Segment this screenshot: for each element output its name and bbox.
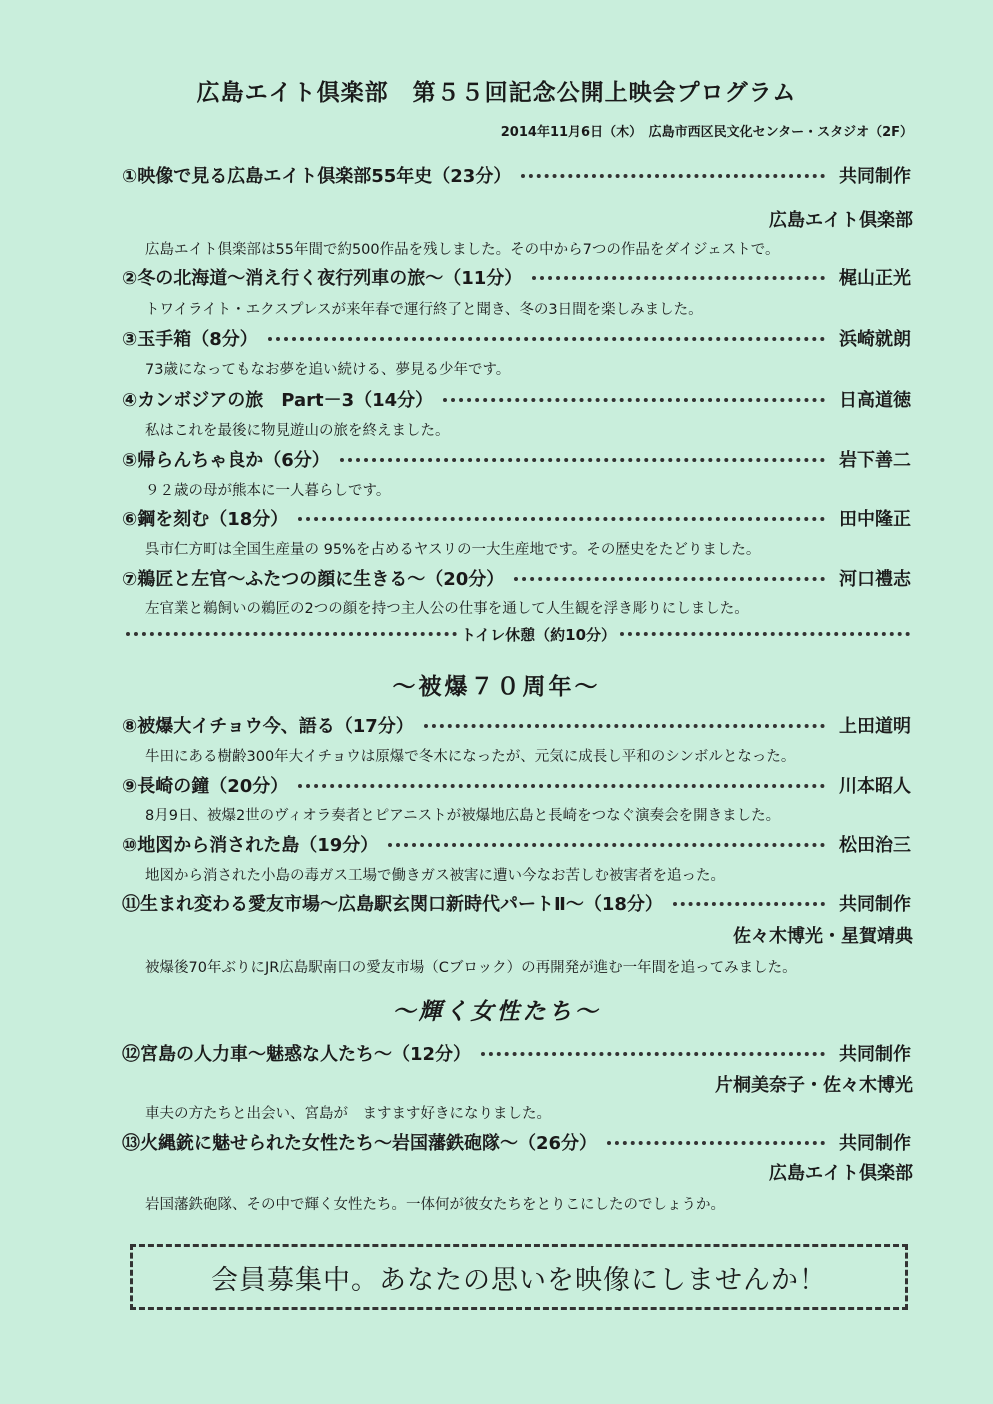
page-title: 広島エイト倶楽部 第５５回記念公開上映会プログラム: [196, 80, 797, 106]
member-recruitment-box: 会員募集中。あなたの思いを映像にしませんか！: [130, 1244, 908, 1310]
dot-leader: [126, 632, 457, 636]
item-description: 地図から消された小島の毒ガス工場で働きガス被害に遭い今なお苦しむ被害者を追った。: [145, 868, 725, 884]
item-description: 岩国藩鉄砲隊、その中で輝く女性たち。一体何が彼女たちをとりこにしたのでしょうか。: [145, 1197, 725, 1213]
item-title: ①映像で見る広島エイト倶楽部55年史（23分）: [122, 166, 512, 187]
dot-leader: [424, 724, 825, 728]
item-title: ②冬の北海道～消え行く夜行列車の旅～（11分）: [122, 268, 523, 289]
dot-leader: [481, 1052, 825, 1056]
item-credit: 佐々木博光・星賀靖典: [733, 926, 913, 947]
dot-leader: [388, 843, 825, 847]
section-heading-women: ～輝く女性たち～: [392, 999, 601, 1025]
item-description: 呉市仁方町は全国生産量の 95%を占めるヤスリの一大生産地です。その歴史をたどりました。: [145, 542, 761, 558]
dot-leader: [298, 784, 825, 788]
item-description: 左官業と鵜飼いの鵜匠の2つの顔を持つ主人公の仕事を通して人生観を浮き彫りにしました。: [145, 601, 749, 617]
program-item-2: [122, 264, 911, 290]
item-title: ⑫宮島の人力車～魅惑な人たち～（12分）: [122, 1044, 472, 1065]
item-author: 共同制作: [839, 894, 911, 915]
dot-leader: [532, 276, 825, 280]
item-description: 8月9日、被爆2世のヴィオラ奏者とピアニストが被爆地広島と長崎をつなぐ演奏会を開きました。: [145, 808, 781, 824]
program-item-11: [122, 890, 911, 916]
item-description: 広島エイト倶楽部は55年間で約500作品を残しました。その中から7つの作品をダイジェストで。: [145, 242, 780, 258]
program-item-6: [122, 505, 911, 531]
item-description: 73歳になってもなお夢を追い続ける、夢見る少年です。: [145, 362, 511, 378]
dot-leader: [673, 902, 825, 906]
item-title: ⑤帰らんちゃ良か（6分）: [122, 450, 330, 471]
item-author: 共同制作: [839, 166, 911, 187]
dot-leader: [298, 517, 825, 521]
item-credit: 片桐美奈子・佐々木博光: [715, 1075, 913, 1096]
item-author: 日高道徳: [839, 390, 911, 411]
item-title: ③玉手箱（8分）: [122, 329, 258, 350]
intermission-label: トイレ休憩（約10分）: [460, 625, 616, 644]
item-title: ⑪生まれ変わる愛友市場～広島駅玄関口新時代パートⅡ～（18分）: [122, 894, 663, 915]
program-item-7: [122, 565, 911, 591]
program-item-13: [122, 1129, 911, 1155]
item-author: 上田道明: [839, 716, 911, 737]
program-item-4: [122, 386, 911, 412]
item-author: 共同制作: [839, 1044, 911, 1065]
item-author: 岩下善二: [839, 450, 911, 471]
item-description: トワイライト・エクスプレスが来年春で運行終了と聞き、冬の3日間を楽しみました。: [145, 302, 703, 318]
item-author: 松田治三: [839, 835, 911, 856]
section-heading-hibaku: ～被爆７０周年～: [392, 674, 601, 700]
program-item-9: [122, 772, 911, 798]
dot-leader: [443, 398, 825, 402]
dot-leader: [514, 577, 825, 581]
item-author: 梶山正光: [839, 268, 911, 289]
item-title: ④カンボジアの旅 Part－3（14分）: [122, 390, 434, 411]
item-title: ⑥鋼を刻む（18分）: [122, 509, 289, 530]
program-item-5: [122, 446, 911, 472]
dot-leader: [521, 174, 825, 178]
program-item-12: [122, 1040, 911, 1066]
item-author: 浜崎就朗: [839, 329, 911, 350]
item-title: ⑨長崎の鐘（20分）: [122, 776, 289, 797]
item-title: ⑦鵜匠と左官～ふたつの顔に生きる～（20分）: [122, 569, 505, 590]
item-title: ⑩地図から消された島（19分）: [122, 835, 379, 856]
dot-leader: [268, 337, 825, 341]
dot-leader: [607, 1141, 825, 1145]
item-title: ⑧被爆大イチョウ今、語る（17分）: [122, 716, 414, 737]
item-credit: 広島エイト倶楽部: [769, 210, 913, 231]
item-author: 河口禮志: [839, 569, 911, 590]
date-venue: 2014年11月6日（木） 広島市西区民文化センター・スタジオ（2F）: [500, 125, 913, 140]
item-description: ９２歳の母が熊本に一人暮らしです。: [145, 483, 391, 499]
item-description: 私はこれを最後に物見遊山の旅を終えました。: [145, 423, 450, 439]
item-description: 被爆後70年ぶりにJR広島駅南口の愛友市場（Cブロック）の再開発が進む一年間を追ってみました。: [145, 960, 797, 976]
item-description: 牛田にある樹齢300年大イチョウは原爆で冬木になったが、元気に成長し平和のシンボルとなった。: [145, 749, 796, 765]
intermission-line: [126, 624, 910, 644]
item-author: 田中隆正: [839, 509, 911, 530]
item-credit: 広島エイト倶楽部: [769, 1163, 913, 1184]
dot-leader: [620, 632, 910, 636]
program-item-10: [122, 831, 911, 857]
item-author: 川本昭人: [839, 776, 911, 797]
dot-leader: [340, 458, 825, 462]
program-item-8: [122, 712, 911, 738]
item-title: ⑬火縄銃に魅せられた女性たち～岩国藩鉄砲隊～（26分）: [122, 1133, 598, 1154]
program-item-3: [122, 325, 911, 351]
item-description: 車夫の方たちと出会い、宮島が ますます好きになりました。: [145, 1106, 551, 1122]
program-item-1: [122, 162, 911, 188]
item-author: 共同制作: [839, 1133, 911, 1154]
